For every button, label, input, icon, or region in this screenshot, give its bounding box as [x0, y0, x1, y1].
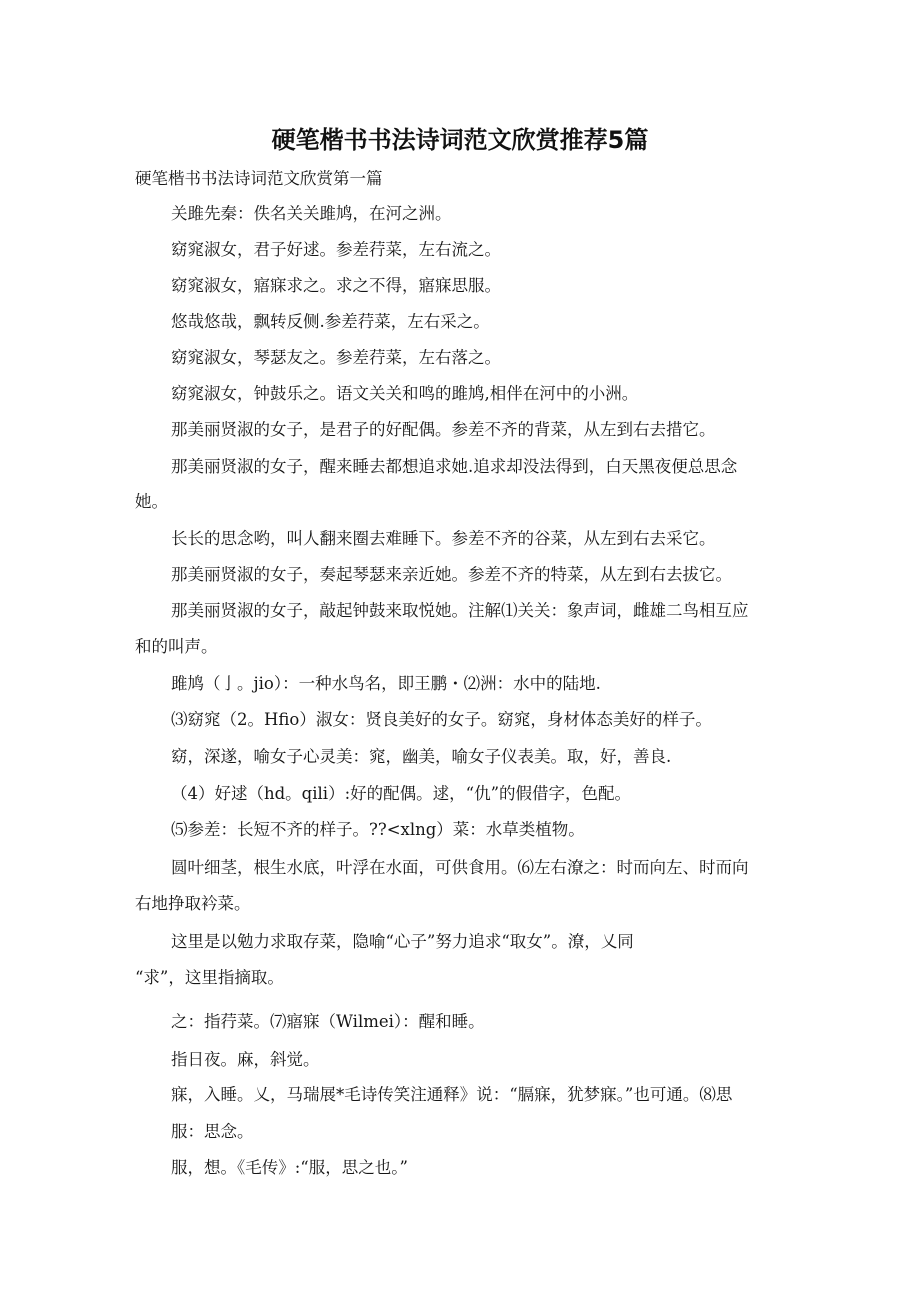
paragraph-line: 这里是以勉力求取存菜，隐喻“心子”努力追求“取女”。潦，乂同	[171, 932, 634, 951]
paragraph-line: 服，想。《毛传》:“服，思之也。”	[171, 1158, 408, 1177]
paragraph-line: 关雎先秦：佚名关关雎鸠，在河之洲。	[171, 204, 452, 223]
paragraph-line: 雎鸠（亅。jio）：一种水鸟名，即王鹏・⑵洲：水中的陆地.	[171, 674, 601, 693]
paragraph-line: 和的叫声。	[135, 637, 218, 656]
paragraph-line: 服：思念。	[171, 1122, 254, 1141]
paragraph-line: 窈，深遂，喻女子心灵美：窕，幽美，喻女子仪表美。取，好，善良.	[171, 747, 672, 766]
paragraph-line: 窈窕淑女，寤寐求之。求之不得，寤寐思服。	[171, 276, 501, 295]
paragraph-line: ⑶窈窕（2。Hfio）淑女：贤良美好的女子。窈窕，身材体态美好的样子。	[171, 710, 712, 729]
section-heading: 硬笔楷书书法诗词范文欣赏第一篇	[135, 169, 383, 188]
paragraph-line: （4）好逑（hd。qili）:好的配偶。逑，“仇”的假借字，色配。	[171, 784, 632, 803]
paragraph-line: 窈窕淑女，琴瑟友之。参差荇菜，左右落之。	[171, 348, 501, 367]
paragraph-line: ⑸参差：长短不齐的样子。??<xlng）菜：水草类植物。	[171, 820, 585, 839]
paragraph-line: 窈窕淑女，君子好逑。参差荇菜，左右流之。	[171, 240, 501, 259]
paragraph-line: 圆叶细茎，根生水底，叶浮在水面，可供食用。⑹左右潦之：时而向左、时而向	[171, 858, 749, 877]
paragraph-line: 长长的思念哟，叫人翻来圈去难睡下。参差不齐的谷菜，从左到右去采它。	[171, 529, 716, 548]
document-title: 硬笔楷书书法诗词范文欣赏推荐5篇	[271, 126, 649, 154]
paragraph-line: 那美丽贤淑的女子，醒来睡去都想追求她.追求却没法得到，白天黑夜便总思念	[171, 457, 738, 476]
paragraph-line: 那美丽贤淑的女子，奏起琴瑟来亲近她。参差不齐的特菜，从左到右去拔它。	[171, 565, 732, 584]
paragraph-line: 寐，入睡。乂，马瑞展*毛诗传笑注通释》说：“膈寐，犹梦寐。”也可通。⑻思	[171, 1085, 733, 1104]
paragraph-line: 那美丽贤淑的女子，是君子的好配偶。参差不齐的背菜，从左到右去措它。	[171, 420, 716, 439]
paragraph-line: 那美丽贤淑的女子，敲起钟鼓来取悦她。注解⑴关关：象声词，雌雄二鸟相互应	[171, 601, 749, 620]
paragraph-line: 右地挣取衿菜。	[135, 894, 251, 913]
paragraph-line: 她。	[135, 492, 168, 511]
paragraph-line: 悠哉悠哉，飘转反侧.参差荇菜，左右采之。	[171, 312, 490, 331]
paragraph-line: 指日夜。麻，斜觉。	[171, 1050, 320, 1069]
paragraph-line: “求”，这里指摘取。	[135, 968, 284, 987]
paragraph-line: 窈窕淑女，钟鼓乐之。语文关关和鸣的雎鸠,相伴在河中的小洲。	[171, 384, 639, 403]
paragraph-line: 之：指荇菜。⑺寤寐（Wilmei）：醒和睡。	[171, 1012, 485, 1031]
